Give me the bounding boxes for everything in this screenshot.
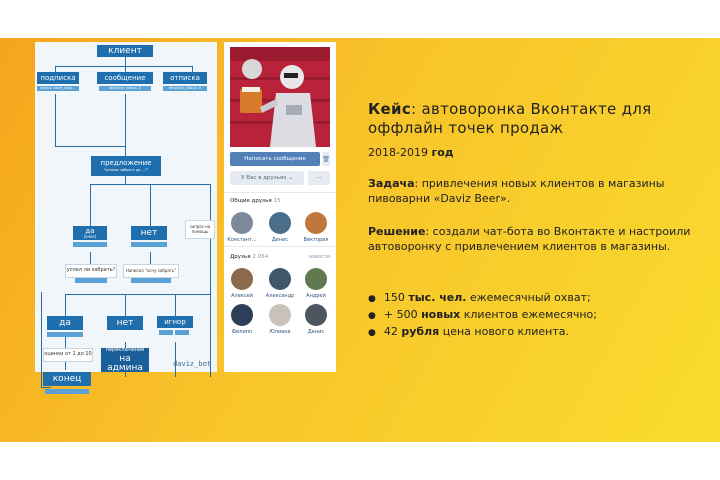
friend-name: Юлиана <box>269 329 291 335</box>
flow-node-offer <box>91 156 161 176</box>
common-friend-item[interactable] <box>226 212 258 243</box>
common-friends-title[interactable] <box>230 198 281 204</box>
avatar <box>305 268 327 290</box>
common-friend-item[interactable] <box>300 212 332 243</box>
more-actions-button[interactable]: ··· <box>308 171 330 185</box>
flow-node-no: нет <box>131 226 167 240</box>
result-rest: ежемесячный охват; <box>466 291 591 304</box>
flow-node-end: конец <box>43 372 91 386</box>
divider <box>224 246 336 247</box>
chevron-down-icon: ⌄ <box>288 175 293 181</box>
flow-node-unsubscribe: отписка <box>163 72 207 84</box>
flow-tag: deadline_status: 0 <box>163 86 207 91</box>
results-list <box>368 290 597 341</box>
result-bold: новых <box>421 308 461 321</box>
avatar <box>231 268 253 290</box>
friend-name: Андрей <box>306 293 326 299</box>
flow-yes-label: да <box>85 226 95 235</box>
friend-item[interactable] <box>300 304 332 335</box>
result-num: 150 <box>383 291 409 304</box>
friend-item[interactable] <box>264 304 296 335</box>
flow-node-ignore: игнор <box>157 316 193 328</box>
friend-name: Александр <box>265 293 295 299</box>
flow-tag <box>73 242 107 247</box>
flow-tag <box>175 330 189 335</box>
task-text: : привлечения новых клиентов в магазины пивоварни «Daviz Beer». <box>368 177 665 205</box>
avatar <box>269 268 291 290</box>
flow-transfer-label: переключение <box>105 346 145 353</box>
flow-tag <box>131 278 171 283</box>
common-friend-item[interactable] <box>264 212 296 243</box>
result-bold: рубля <box>401 325 440 338</box>
case-title: : автоворонка Вконтакте для оффлайн точек продаж <box>368 100 652 137</box>
write-message-button[interactable]: Написать сообщение <box>230 152 320 166</box>
result-item <box>368 324 597 341</box>
result-item <box>368 290 597 307</box>
flow-offer-label: предложение <box>100 158 152 167</box>
task-paragraph <box>368 176 698 206</box>
flow-caption: daviz_bot <box>173 360 211 368</box>
flow-node-yes2: да <box>47 316 83 330</box>
trash-icon[interactable]: 🗑 <box>322 152 330 166</box>
avatar <box>269 212 291 234</box>
profile-photo[interactable] <box>230 47 330 147</box>
result-num: + 500 <box>383 308 422 321</box>
flow-tag <box>45 389 89 394</box>
in-friends-label: У Вас в друзьях <box>241 175 287 181</box>
avatar <box>305 212 327 234</box>
flow-node-rate: оценки от 1 до 10 <box>43 348 93 362</box>
avatar <box>269 304 291 326</box>
case-heading <box>368 100 698 138</box>
flow-node-no2: нет <box>107 316 143 330</box>
solution-paragraph <box>368 224 698 254</box>
flow-node-managed: успел ли забрать? <box>65 264 117 278</box>
solution-label: Решение <box>368 225 426 238</box>
friend-name: Денис <box>271 237 289 243</box>
flow-node-help: запрос на помощь <box>185 220 215 239</box>
friend-item[interactable] <box>264 268 296 299</box>
friends-count: 2 054 <box>252 254 269 260</box>
friends-title[interactable] <box>230 254 268 260</box>
avatar <box>231 304 253 326</box>
flow-transfer-admin: на админа <box>107 353 143 373</box>
avatar <box>231 212 253 234</box>
flow-node-transfer <box>101 348 149 372</box>
flow-node-client: клиент <box>97 45 153 57</box>
year-word: год <box>431 146 454 159</box>
result-rest: клиентов ежемесячно; <box>460 308 597 321</box>
flow-node-sent: Написал "хочу забрать" <box>123 264 179 278</box>
flow-node-yes <box>73 226 107 240</box>
flow-tag <box>47 332 83 337</box>
friends-label: Друзья <box>230 254 251 260</box>
task-label: Задача <box>368 177 415 190</box>
result-bold: тыс. чел. <box>408 291 467 304</box>
result-rest: цена нового клиента. <box>439 325 569 338</box>
friend-name: Денис <box>307 329 325 335</box>
divider <box>224 192 336 193</box>
flow-node-subscribe: подписка <box>37 72 79 84</box>
friend-item[interactable] <box>226 304 258 335</box>
years: 2018-2019 <box>368 146 428 159</box>
common-friends-count: 15 <box>273 198 281 204</box>
common-friends-label: Общие друзья <box>230 198 272 204</box>
in-friends-dropdown[interactable] <box>230 171 304 185</box>
flow-yes-sub: (очко) <box>83 233 97 239</box>
friend-name: Филипп <box>231 329 253 335</box>
flow-tag <box>75 278 107 283</box>
result-num: 42 <box>383 325 402 338</box>
friend-name: Алексей <box>231 293 253 299</box>
avatar <box>305 304 327 326</box>
flowchart-panel <box>35 42 217 384</box>
solution-text: : создали чат-бота во Вконтакте и настроили автоворонку с привлечением клиентов в магазины. <box>368 225 691 253</box>
flow-tag: status: have_cupo... <box>37 86 79 91</box>
news-link[interactable]: новости <box>308 254 330 260</box>
friend-name: Виктория <box>303 237 329 243</box>
flow-offer-sub: "хочешь забрать да ...?" <box>103 167 149 172</box>
friend-name: Констант... <box>227 237 257 243</box>
result-item <box>368 307 597 324</box>
flow-tag <box>131 242 167 247</box>
flow-tag: deadline_status: 0 <box>99 86 151 91</box>
flow-tag <box>159 330 173 335</box>
friend-item[interactable] <box>300 268 332 299</box>
flow-node-message: сообщение <box>97 72 153 84</box>
case-label: Кейс <box>368 100 412 118</box>
friend-item[interactable] <box>226 268 258 299</box>
robot-illustration-icon <box>230 47 330 147</box>
vk-profile-card <box>224 42 336 372</box>
years-line <box>368 146 454 159</box>
